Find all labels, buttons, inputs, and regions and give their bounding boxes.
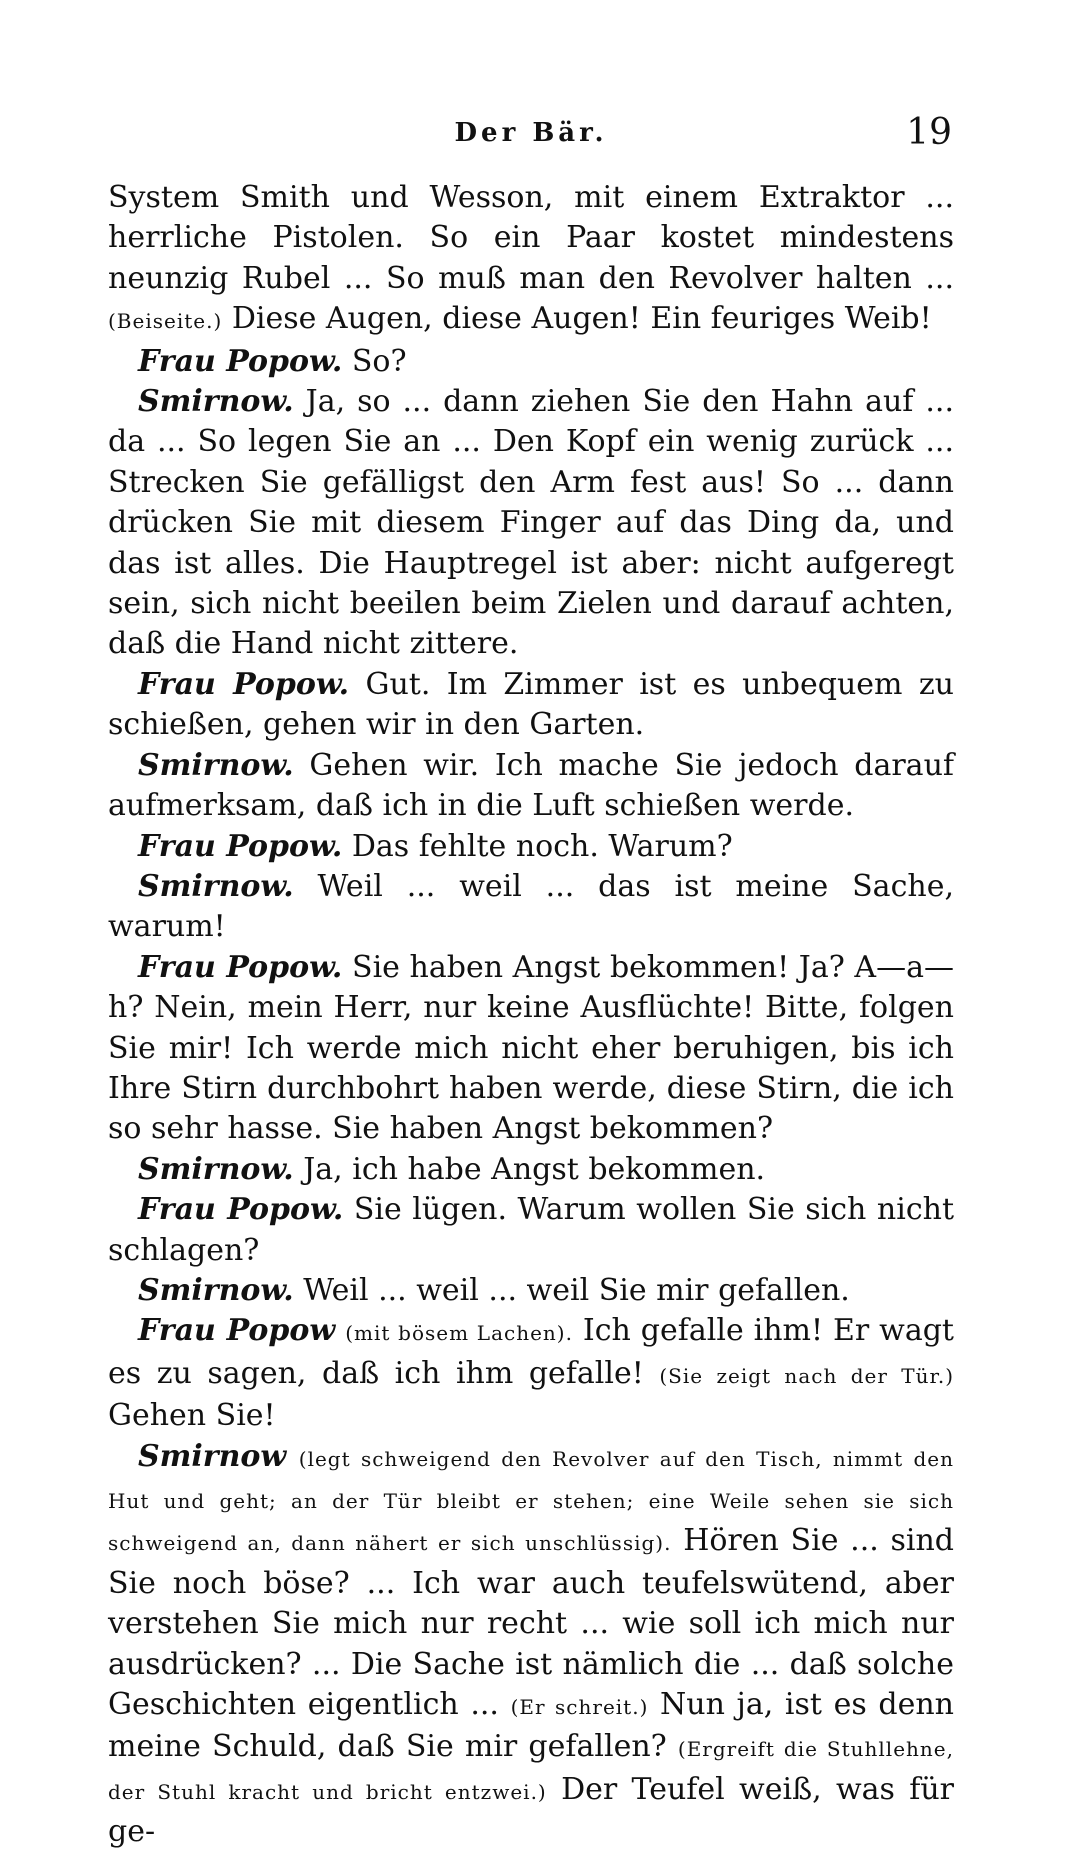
dialogue-text: Ich gefalle ihm! Er wagt es zu sagen, daß ich ihm gefalle!	[108, 1313, 954, 1391]
paragraph	[108, 867, 954, 948]
speaker-name: Frau Popow.	[138, 666, 350, 702]
dialogue-text: So?	[351, 343, 407, 379]
paragraph	[108, 382, 954, 665]
dialogue-text: Weil ... weil ... das ist meine Sache, warum!	[108, 868, 954, 945]
speaker-name: Smirnow.	[138, 1151, 294, 1187]
dialogue-text: Gehen Sie!	[108, 1398, 276, 1434]
paragraph	[108, 827, 954, 867]
dialogue-text: Ja, ich habe Angst bekommen.	[303, 1151, 766, 1187]
dialogue-text: Gehen wir. Ich mache Sie jedoch darauf aufmerksam, daß ich in die Luft schießen werde.	[108, 747, 954, 824]
paragraph	[108, 746, 954, 827]
dialogue-text: Das fehlte noch. Warum?	[351, 828, 733, 864]
speaker-name: Frau Popow	[138, 1313, 336, 1349]
stage-direction: (Er schreit.)	[510, 1695, 649, 1720]
stage-direction: (legt schweigend den Revolver auf den Tisch, nimmt den Hut und geht; an der Tür bleibt er stehen; eine Weile sehen sie sich schweigend an, dann nähert er sich unschlüssig).	[108, 1446, 954, 1556]
page-number: 19	[906, 112, 952, 153]
paragraph	[108, 1311, 954, 1436]
paragraph	[108, 665, 954, 746]
running-title: Der Bär.	[454, 118, 608, 148]
speaker-name: Smirnow.	[138, 868, 294, 904]
dialogue-text: Der Teufel weiß, was für ge-	[108, 1771, 954, 1850]
stage-direction: (Sie zeigt nach der Tür.)	[659, 1363, 954, 1388]
stage-direction: (Ergreift die Stuhllehne, der Stuhl kracht und bricht entzwei.)	[108, 1737, 954, 1804]
dialogue-text: Weil ... weil ... weil Sie mir gefallen.	[303, 1272, 850, 1308]
paragraph	[108, 342, 954, 382]
dialogue-text: Hören Sie ... sind Sie noch böse? ... Ich war auch teufelswütend, aber verstehen Sie mich nur recht ... wie soll ich mich nur ausdrücken? ... Die Sache ist nämlich die ... daß solche Geschichten eigentlich ...	[108, 1523, 955, 1723]
stage-direction: (Beiseite.)	[108, 309, 223, 334]
dialogue-text: Sie haben Angst bekommen! Ja? A—a—h? Nein, mein Herr, nur keine Ausflüchte! Bitte, folgen Sie mir! Ich werde mich nicht eher beruhigen, bis ich Ihre Stirn durchbohrt haben werde, diese Stirn, die ich so sehr hasse. Sie haben Angst bekommen?	[108, 949, 954, 1147]
paragraph	[108, 1190, 954, 1271]
speaker-name: Smirnow	[138, 1438, 287, 1474]
speaker-name: Frau Popow.	[138, 1192, 344, 1228]
dialogue-text: System Smith und Wesson, mit einem Extraktor ... herrliche Pistolen. So ein Paar kostet mindestens neunzig Rubel ... So muß man den Revolver halten ...	[108, 180, 954, 296]
dialogue-text: Diese Augen, diese Augen! Ein feuriges Weib!	[231, 301, 932, 337]
paragraph	[108, 948, 954, 1150]
speaker-name: Frau Popow.	[138, 949, 343, 985]
speaker-name: Smirnow.	[138, 384, 294, 420]
dialogue-text: Ja, so ... dann ziehen Sie den Hahn auf ... da ... So legen Sie an ... Den Kopf ein wenig zurück ... Strecken Sie gefälligst den Arm fest aus! So ... dann drücken Sie mit diesem Finger auf das Ding da, und das ist alles. Die Hauptregel ist aber: nicht aufgeregt sein, sich nicht beeilen beim Zielen und darauf achten, daß die Hand nicht zittere.	[108, 384, 954, 662]
speaker-name: Smirnow.	[138, 747, 294, 783]
paragraph	[108, 1271, 954, 1311]
dialogue-text: Nun ja, ist es denn meine Schuld, daß Sie mir gefallen?	[108, 1687, 954, 1765]
speaker-name: Frau Popow.	[138, 828, 343, 864]
speaker-name: Smirnow.	[138, 1272, 294, 1308]
dialogue-text: Sie lügen. Warum wollen Sie sich nicht schlagen?	[108, 1192, 955, 1268]
paragraph	[108, 1437, 954, 1853]
page-body	[108, 178, 954, 1853]
speaker-name: Frau Popow.	[138, 343, 343, 379]
paragraph	[108, 178, 954, 342]
dialogue-text: Gut. Im Zimmer ist es unbequem zu schießen, gehen wir in den Garten.	[108, 666, 954, 743]
stage-direction: (mit bösem Lachen).	[345, 1321, 573, 1346]
page-header	[110, 112, 952, 158]
paragraph	[108, 1150, 954, 1190]
